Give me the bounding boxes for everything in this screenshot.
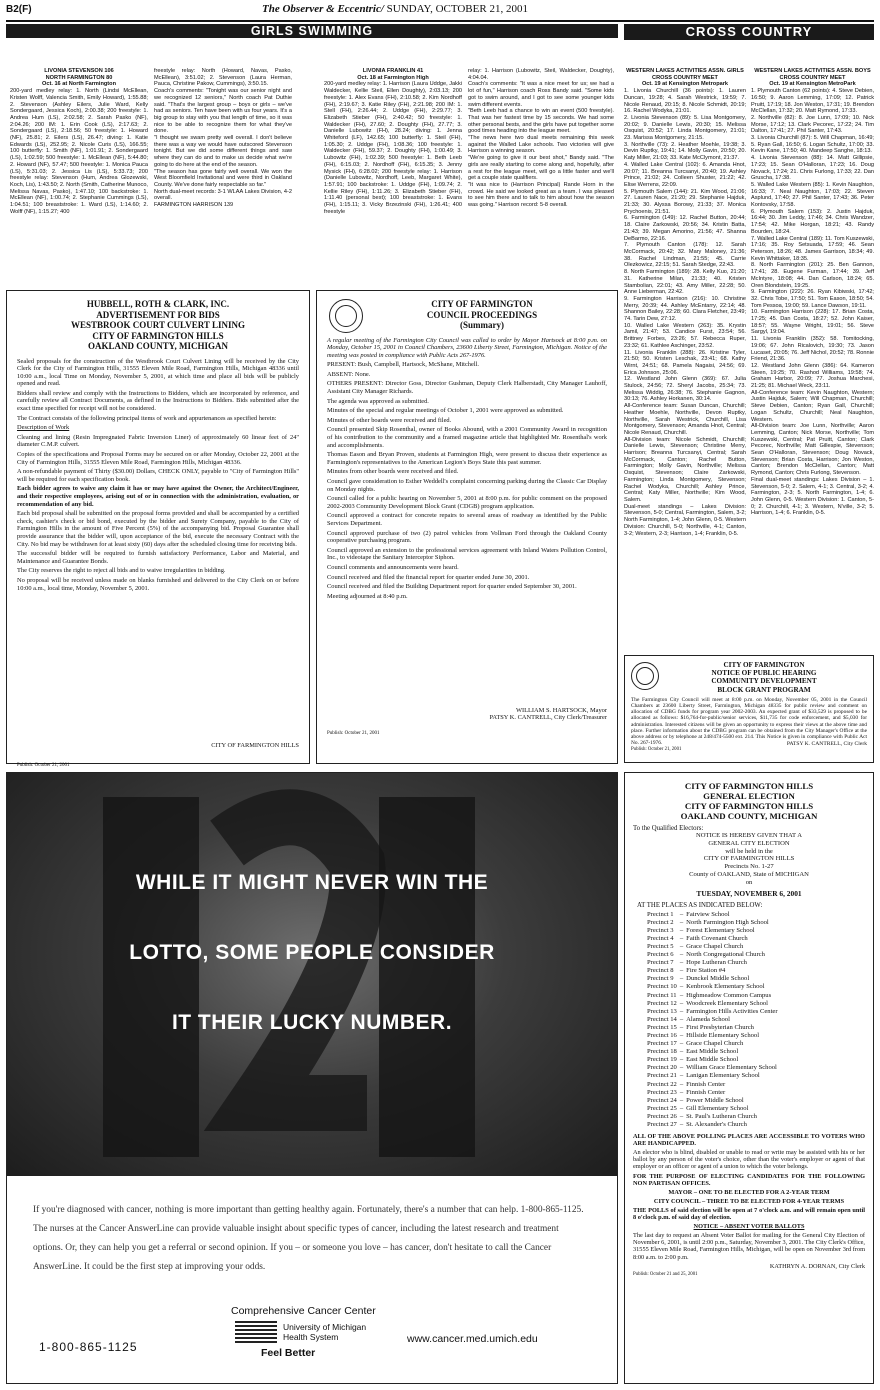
precinct-dash: – (679, 975, 684, 983)
hubbell-p9: The successful bidder will be required to furnish satisfactory Performance, Labor and Material, and Maintenance and Guarantee Bonds. (17, 550, 299, 565)
hubbell-p1: Sealed proposals for the construction of the Westbrook Court Culvert Lining will be received by the City Clerk for the City of Farmington Hills, 31555 Eleven Mile Road, Farmington Hills, Michigan 48336 until 10:00 a.m., local Time on Monday, November 5, 2001, at which time and place all bids will be publicly opened and read. (17, 357, 299, 388)
hubbell-p2: Bidders shall review and comply with the Instructions to Bidders, which are incorporated by reference, and carefully review all Contract Documents, as defined in the Instructions to Bidders. Bids submitted after the exact time specified for receipt will not be considered. (17, 389, 299, 413)
ad-um-line2: Health System (283, 1332, 339, 1342)
ad-headline-2: LOTTO, SOME PEOPLE CONSIDER (129, 941, 495, 964)
precinct-row (647, 1024, 781, 1032)
precinct-dash: – (679, 942, 684, 950)
precinct-location: North Farmington High School (686, 918, 769, 926)
precinct-row (647, 1081, 781, 1089)
precinct-number: Precinct 6 (647, 951, 674, 959)
hubbell-p5: Copies of the specifications and Proposal Forms may be secured on or after Monday, October 22, 2001 at the City of Farmington Hills, 31555 Eleven Mile Road, Farmington Hills, Michigan 48336. (17, 451, 299, 466)
cross-country-banner: CROSS COUNTRY (624, 24, 874, 40)
girls-meet-heading: WESTERN LAKES ACTIVITIES ASSN. GIRLS CROSS COUNTRY MEET (626, 68, 744, 81)
council-item: Council comments and announcements were heard. (327, 563, 459, 571)
ad-body-copy: If you're diagnosed with cancer, nothing is more important than getting healthy again. Fortunately, there's a number that can help. 1-800-865-1125. The nurses at the Cancer AnswerLine can provide valuable insight about specific types of cancer, including the latest research and treatment options. Or, they can help you get a referral or second opinion. If you – or someone you love – has cancer, don't hesitate to call the Cancer AnswerLine. It could be the first step at improving your odds. (33, 1205, 584, 1272)
precinct-dash: – (679, 959, 684, 967)
precinct-location: North Congregational Church (686, 951, 765, 959)
precinct-dash: – (679, 1015, 684, 1023)
council-body (327, 337, 607, 707)
precinct-location: Hope Lutheran Church (686, 959, 747, 967)
precinct-row (647, 959, 781, 967)
council-item: Council approved purchase of two (2) patrol vehicles from Vollman Ford through the Oakland County cooperative purchasing program. (327, 529, 607, 545)
precinct-table (647, 911, 781, 1130)
cross-country-section (624, 24, 874, 644)
hubbell-description-heading: Description of Work (17, 424, 70, 432)
precinct-location: Lanigan Elementary School (686, 1072, 760, 1080)
election-date: TUESDAY, NOVEMBER 6, 2001 (696, 888, 802, 898)
council-item: OTHERS PRESENT: Director Goss, Director Gushman, Deputy Clerk Halberstadt, City Manager Lauhoff, Assistant City Manager Richards. (327, 380, 607, 396)
precinct-dash: – (679, 983, 684, 991)
precinct-location: St. Paul's Lutheran Church (686, 1112, 757, 1120)
precinct-number: Precinct 26 (647, 1112, 677, 1120)
ad-phone: 1-800-865-1125 (39, 1340, 138, 1354)
public-hearing-notice (624, 655, 874, 763)
boys-meet-date: Oct. 19 at Kensington MetroPark (769, 81, 856, 88)
precinct-row (647, 1000, 781, 1008)
council-item: Meeting adjourned at 8:40 p.m. (327, 592, 408, 600)
precinct-dash: – (679, 1072, 684, 1080)
precinct-number: Precinct 8 (647, 967, 674, 975)
council-item: Minutes of other boards were received and filed. (327, 416, 452, 424)
election-absent-title: NOTICE – ABSENT VOTER BALLOTS (693, 1223, 805, 1231)
precinct-row (647, 1121, 781, 1129)
election-title: CITY OF FARMINGTON HILLS GENERAL ELECTION CITY OF FARMINGTON HILLS OAKLAND COUNTY, MICHIGAN (680, 781, 818, 821)
precinct-location: Finnish Center (686, 1080, 726, 1088)
precinct-dash: – (679, 1007, 684, 1015)
precinct-number: Precinct 15 (647, 1023, 677, 1031)
notice-signature: PATSY K. CANTRELL, City Clerk (786, 740, 867, 747)
precinct-location: First Presbyterian Church (686, 1023, 754, 1031)
hubbell-signature: CITY OF FARMINGTON HILLS (211, 741, 299, 749)
precinct-number: Precinct 18 (647, 1048, 677, 1056)
precinct-row (647, 1105, 781, 1113)
page-number: B2(F) (6, 4, 32, 15)
precinct-row (647, 1064, 781, 1072)
masthead-date: SUNDAY, OCTOBER 21, 2001 (386, 3, 528, 15)
hubbell-p4: Cleaning and lining (Resin Impregnated Fabric Inversion Liner) of approximately 60 linear feet of 24" diameter C.M.P. culvert. (17, 433, 299, 449)
ad-headline-1: WHILE IT MIGHT NEVER WIN THE (135, 871, 489, 894)
precinct-row (647, 1008, 781, 1016)
precinct-location: Fairview School (686, 910, 730, 918)
precinct-location: Grace Chapel Church (686, 1040, 744, 1048)
precinct-location: Woodcreek Elementary School (686, 999, 769, 1007)
precinct-row (647, 943, 781, 951)
hubbell-p8: Each bid proposal shall be submitted on the proposal forms provided and shall be accompanied by a certified check, cashier's check or bid bond, executed by the bidder and Surety Company, payable to the City of Farmington Hills in the amount of Five Percent (5%) of the accompanying bid. Proposal Guarantee shall provide assurance that the bidder will, upon acceptance of the bid, execute the necessary Contract with the City. No bid may be withdrawn for at least sixty (60) days after the scheduled closing time for receiving bids. (17, 510, 299, 548)
farmington-seal (329, 299, 363, 333)
seal-inner-ring (335, 305, 357, 327)
council-item: PRESENT: Bush, Campbell, Hartsock, McShane, Mitchell. (327, 361, 479, 369)
precinct-row (647, 1016, 781, 1024)
general-election-notice (624, 772, 874, 1384)
precinct-row (647, 1072, 781, 1080)
precinct-row (647, 1113, 781, 1121)
precinct-dash: – (679, 934, 684, 942)
precinct-number: Precinct 24 (647, 1096, 677, 1104)
precinct-number: Precinct 22 (647, 1080, 677, 1088)
precinct-dash: – (679, 1056, 684, 1064)
election-publish-date: Publish: October 21 and 25, 2001 (633, 1271, 698, 1277)
precinct-number: Precinct 19 (647, 1056, 677, 1064)
precinct-location: Fire Station #4 (686, 967, 726, 975)
girls-meet-body: 1. Livonia Churchill (36 points): 1. Lauren Duncan, 19:28; 4. Sarah Westrick, 19:59; 7. Nicole Renaud, 20:15; 8. Nicole Schmidt, 20:19; 16. Rachel Wodyka, 21:01. 2. Livonia Stevenson (89): 5. Lisa Montgomery, 20:02; 9. Danielle Lewis, 20:30; 15. Melissa Osquist, 20:52; 17. Linda Montgomery, 21:01; 23. Marissa Montgomery, 21:15. 3. Northville (73): 2. Heather Moehle, 19:38; 3. Devin Ruptky, 19:41; 14. Molly Gavin, 20:50; 20. Katy Miller, 21:03; 33. Kate McClymont, 21:37. 4. Walled Lake Central (102): 6. Amanda Hnot, 20:07; 11. Breanna Turcsanyi, 20:40; 19. Ashley Prince, 21:02; 24. Colleen Shuster, 21:22; 42. Elise Werrens, 22:09. 5. Plymouth Salem (144): 21. Kim Wood, 21:06; 27. Lauren Nace, 21:20; 29. Stephanie Hajduk, 21:33; 30. Alyssa Borowy, 21:33; 37. Monica Prychoenis, 21:51. 6. Farmington (149): 12. Rachel Button, 20:44; 18. Claire Zarkowski, 20:56; 34. Kristin Batta, 21:43; 39. Megan Amorino, 21:56; 47. Shanna DeBarmo, 22:16. 7. Plymouth Canton (178): 12. Sarah McCormack, 20:42; 32. Mary Maloney, 21:36; 38. Rachel Lindman, 21:55; 45. Carrie Olezkowicz, 22:15; 51. Sarah Stedge, 22:43. 8. North Farmington (189): 28. Kelly Kuo, 21:20; 31. Katherine Milan, 21:33; 40. Kristen Stambolian, 22:01; 43. Amy Miller, 22:28; 50. Anne Lieberman, 22:42. 9. Farmington Harrison (216): 10. Christine Merry, 20:39; 44. Ashley McEntarry, 22:14; 48. Shannon Bailey, 22:28; 60. Clara Fletcher, 23:49; 74. Tarin Dew, 27:12. 10. Walled Lake Western (263): 35. Krystin Jamil, 21:47; 53. Candice Furst, 23:54; 56. Brittney Forbes, 23:26; 57. Rebecca Ruper, 23:32; 61. Kathlee Aschinger, 23:52. 11. Livonia Franklin (288): 26. Kristine Tyler, 21:50; 50. Kristen Leschak, 23:41; 68. Kathy Wirnt, 24:51; 68. Pamela Nagaisi, 24:56; 69. Erica Johnson, 25:06. 12. Westland John Glenn (369): 67. Julia Stulock, 24:56; 72. Sheryl Jacobs, 25:34; 73. Melissa Widdig, 26:38; 76. Stephanie Gagnon, 30:13; 76. Ashley Horkanen, 30:14. All-Conference team: Susan Duncan, Churchill; Heather Moehle, Northville, Devon Ruptky, Northville, Sarah Westrick, Churchill, Lisa Montgomery, Stevenson; Amanda Hnot, Central; Nicole Renaud, Churchill. All-Division team: Nicole Schmidt, Churchill; Danielle Lewis, Stevenson; Christine Merry, Harrison; Breanna Turcsanyi, Central; Sarah McCormack, Canton; Rachel Button, Farmington; Molly Gavin, Northville; Melissa Osquist, Stevenson; Claire Zarkowski, Farmington; Linda Montgomery, Stevenson; Rachel Wodyka, Churchill; Ashley Prince, Central; Katy Miller, Northville; Kim Wood, Salem. Dual-meet standings – Lakes Division: Stevenson, 5-0; Central, Farmington, Salem, 3-2; North Farmington, 1-4; John Glenn, 0-5. Western Division: Churchill, 5-0; Northville, 4-1; Canton, 3-2; Western, 2-3; Harrison, 1-4; Franklin, 0-5. (624, 88, 746, 537)
notice-publish-date: Publish: October 21, 2001 (631, 746, 682, 752)
precinct-number: Precinct 20 (647, 1064, 677, 1072)
precinct-location: Dunckel Middle School (686, 975, 750, 983)
hubbell-p6: A non-refundable payment of Thirty ($30.00) Dollars, CHECK ONLY, payable to "City of Farmington Hills" will be required for each specification book. (17, 468, 299, 483)
election-absent: The last day to request an Absent Voter Ballot for mailing for the General City Election of November 6, 2001, is until 2:00 p.m., Saturday, November 3, 2001. The City Clerk's Office, 31555 Eleven Mile Road, Farmington Hills, Michigan, will be open on November 3rd from 8:00 a.m. to 2:00 p.m. (633, 1232, 865, 1261)
um-logo-icon (235, 1321, 277, 1343)
swim-meet-1-results: 200-yard medley relay: 1. North (Lindsi McEllean, Kristen Wolff, Valencia Smith, Emily Howard), 1:55.88; 2. Stevenson (Ashley Eilers, Julie Ward, Kelly Sondergaard, Jessica Koch), 2:00.38; 200 freestyle: 1. Andrea Hum (LS), 2:02.58; 2. Sarah Pasko (NF), 2:04.26; 200 IM: 1. Erin Cook (LS), 2:17.63; 2. Sondergaard (LS), 2:18.56; 50 freestyle: 1. Howard (NF), 25.81; 2. Eilers (LS), 26.47; diving: 1. Katie Edwards (LS), 252.95; 2. Nicole Curis (LS), 166.55; 100 butterfly: 1. Smith (NF), 1:01.91; 2. Sondergaard (LS), 1:02.59; 500 freestyle: 1. McEllean (NF), 5:44.80; 2. Howard (NF), 57.47; 500 freestyle: 1. Monica Pauca (LS), 5:31.03; 2. Jessica Lis (LS), 5:33.73; 200 freestyle relay: Stevenson (Hum, Andrea Glozewski, Koch, Lis), 1:43.50; 2. North (Smith, Catherine Munoco, Melissa Navas, Pasko), 1:47.10; 100 backstroke: 1. McEllean (NF), 1:00.74; 2. Stephanie Cummings (LS), 1:04.51; 100 breaststroke: 1. Ward (LS), 1:14.60; 2. Wolff (NF), 1:15.27; 400 (10, 88, 148, 215)
election-elector: An elector who is blind, disabled or unable to read or write may be assisted with his or her ballot by any person of the voter's choice, other than the voter's employer or agent of that employer or an officer or agent of a union to which the voter belongs. (633, 1149, 865, 1171)
precinct-location: East Middle School (686, 1048, 739, 1056)
ad-comprehensive-center: Comprehensive Cancer Center (231, 1305, 376, 1317)
precinct-row (647, 1040, 781, 1048)
precinct-row (647, 935, 781, 943)
council-sign-clerk: PATSY K. CANTRELL, City Clerk/Treasurer (489, 713, 607, 721)
precinct-row (647, 992, 781, 1000)
precinct-location: Alameda School (686, 1015, 730, 1023)
swim-col-3 (324, 68, 462, 276)
precinct-location: East Middle School (686, 1056, 739, 1064)
council-item: Council approved an extension to the professional services agreement with Inland Waters Pollution Control, Inc., to videotape the Sanitary Interceptor Siphon. (327, 546, 607, 562)
hubbell-p3: The Contract consists of the following principal items of work and appurtenances as specified herein: (17, 414, 277, 422)
girls-meet-date: Oct. 19 at Kensington Metropark (641, 81, 729, 88)
precinct-number: Precinct 2 (647, 918, 674, 926)
cancer-center-ad (6, 772, 618, 1384)
precinct-number: Precinct 4 (647, 934, 674, 942)
council-item: A regular meeting of the Farmington City Council was called to order by Mayor Hartsock at 8:00 p.m. on Monday, October 15, 2001 in Council Chambers, 23600 Liberty Street, Farmington, Michigan. Notice of the meeting was posted in compliance with Public Acts 267-1976. (327, 336, 607, 359)
notice-title: CITY OF FARMINGTON NOTICE OF PUBLIC HEARING COMMUNITY DEVELOPMENT BLOCK GRANT PROGRAM (711, 661, 817, 694)
swim-col-1 (10, 68, 148, 276)
election-council: CITY COUNCIL – THREE TO BE ELECTED FOR 4-YEAR TERMS (653, 1197, 845, 1205)
ad-big-numerals (7, 773, 617, 1176)
precinct-location: Highmeadow Common Campus (686, 991, 772, 999)
precinct-dash: – (679, 991, 684, 999)
girls-cross-country-results (624, 68, 746, 638)
council-publish-date: Publish: October 21, 2001 (327, 730, 380, 736)
precinct-number: Precinct 13 (647, 1007, 677, 1015)
swim-meet-2-heading: LIVONIA FRANKLIN 41 (362, 68, 424, 74)
numeral-bar-1 (103, 797, 199, 1157)
hubbell-bid-notice (6, 290, 310, 768)
hubbell-body (17, 358, 299, 738)
precinct-number: Precinct 14 (647, 1015, 677, 1023)
precinct-row (647, 975, 781, 983)
hubbell-title: HUBBELL, ROTH & CLARK, INC. ADVERTISEMENT FOR BIDS WESTBROOK COURT CULVERT LINING CITY OF FARMINGTON HILLS OAKLAND COUNTY, MICHIGAN (71, 299, 245, 351)
swim-col-4: relay: 1. Harrison (Lubowitz, Steil, Waldecker, Doughty), 4:04.04. Coach's comments: "It was a nice meet for us; we had a lot of fun," Harrison coach Ross Bandy said. "Some kids got to swim around, and I got to see some younger kids swim different events. "Beth Leeb had a chance to win an event (500 freestyle). That was her fastest time by 15 seconds. We had some other personal bests, and the girls have put together some good times heading into the league meet. "The news here two dual meets remaining this week against the Walled Lake schools. Two victories will give Harrison a winning season. "We're going to give it our best shot," Bandy said. "The girls are really starting to come along and, hopefully, after a rest for the league meet, will go a little faster and we'll get a couple state qualifiers. "It was nice to (Harrison Principal) Rande Horn in the crowd. He said we looked great as a team. I was pleased to see him there and to talk to him about how the season was going." Harrison record: 5-8 overall. (468, 68, 614, 209)
council-proceedings (316, 290, 618, 764)
swim-meet-1-date: Oct. 16 at North Farmington (42, 81, 116, 88)
council-item: Council called for a public hearing on November 5, 2001 at 8:00 p.m. for public comment on the proposed 2002-2003 Community Development Block Grant (CDGB) program application. (327, 495, 607, 510)
precinct-location: Grace Chapel Church (686, 942, 744, 950)
precinct-number: Precinct 1 (647, 910, 674, 918)
precinct-dash: – (679, 999, 684, 1007)
precinct-number: Precinct 3 (647, 926, 674, 934)
ad-photo (7, 773, 617, 1176)
precinct-row (647, 1048, 781, 1056)
council-item: Council presented Skip Rosenthal, owner of Books Abound, with a 2001 Community Award in recognition of his contribution to the community and a framed magazine article that highlighted Mr. Rosenthal's work and accomplishments. (327, 426, 607, 449)
numeral-bar-2 (379, 797, 475, 1157)
precinct-number: Precinct 10 (647, 983, 677, 991)
ad-headline-3: IT THEIR LUCKY NUMBER. (171, 1011, 453, 1034)
council-item: Council received and filed the financial report for quarter ended June 30, 2001. (327, 573, 530, 581)
precinct-number: Precinct 27 (647, 1121, 677, 1129)
header-rule (6, 20, 874, 22)
precinct-number: Precinct 16 (647, 1031, 677, 1039)
election-accessible: ALL OF THE ABOVE POLLING PLACES ARE ACCESSIBLE TO VOTERS WHO ARE HANDICAPPED. (633, 1133, 865, 1148)
precinct-row (647, 1089, 781, 1097)
precinct-location: Gill Elementary School (686, 1104, 749, 1112)
precinct-row (647, 911, 781, 919)
precinct-number: Precinct 23 (647, 1088, 677, 1096)
hubbell-p11: No proposal will be received unless made on blanks furnished and delivered to the City Clerk on or before 10:00 a.m., local time, Monday, November 5, 2001. (17, 576, 299, 592)
notice-body: The Farmington City Council will meet at 8:00 p.m. on Monday, November 05, 2001 in the Council Chambers at 23600 Liberty Street, Farmington, Michigan 48335 for public review and comment on allocation of CDBG funds for program year 2002-2003. An expected grant of $33,529 is proposed to be allocated as follows: $16,764-for-public/senior services, $11,735 for code enforcement, and $5,030 for administration. Interested citizens will be given an opportunity to express their views at the above time and place. Further information about the CDBG program can be obtained from the City Manager's Office at the above address or by telephone at 248/474-5500 ext. 214. This Notice is given in compliance with Public Act No. 267-1976. (631, 696, 867, 747)
election-to: To the Qualified Electors: (633, 825, 704, 832)
precinct-number: Precinct 11 (647, 991, 677, 999)
ad-feel-better: Feel Better (261, 1347, 316, 1359)
precinct-dash: – (679, 1080, 684, 1088)
council-item: Minutes from other boards were received and filed. (327, 468, 459, 476)
precinct-row (647, 983, 781, 991)
swim-meet-1-heading: LIVONIA STEVENSON 106 NORTH FARMINGTON 80 (44, 68, 114, 81)
precinct-dash: – (679, 926, 684, 934)
precinct-row (647, 967, 781, 975)
precinct-row (647, 927, 781, 935)
precinct-location: Hillside Elementary School (686, 1031, 760, 1039)
precinct-row (647, 1056, 781, 1064)
precinct-number: Precinct 7 (647, 959, 674, 967)
precinct-number: Precinct 9 (647, 975, 674, 983)
election-signature: KATHRYN A. DORNAN, City Clerk (769, 1262, 865, 1270)
council-title: CITY OF FARMINGTON COUNCIL PROCEEDINGS (Summary) (426, 299, 538, 330)
precinct-location: Forest Elementary School (686, 926, 755, 934)
precinct-row (647, 1032, 781, 1040)
precinct-number: Precinct 25 (647, 1104, 677, 1112)
boys-meet-body: 1. Plymouth Canton (62 points): 4. Steve Debien, 16:50; 9. Aaron Lemming, 17:09; 12. Patrick Pruitt, 17:19; 18. Jon Weston, 17:31; 19. Brendon McClellan, 17:32; 20. Matt Rymond, 17:33. 2. Northville (82): 8. Joe Lunn, 17:09; 10. Nick Morse, 17:12; 13. Clark Pecorec, 17:22; 24. Tim Dalton, 17:41; 27. Phil Santer, 17:43. 3. Livonia Churchill (87): 5. Will Chapman, 16:49; 5. Ryan Gall, 16:50; 6. Logan Schultz, 17:00; 33. Kevin Kane, 17:50; 40. Mandeep Sanghe, 18:13. 4. Livonia Stevenson (88): 14. Matt Gillipsie, 17:23; 15. Sean O'Halloran, 17:23; 16. Doug Novack, 17:24; 21. Chris Furlong, 17:33; 22. Dan Gruscha, 17:38. 5. Walled Lake Western (85): 1. Kevin Naughton, 16:33; 7. Neal Naughton, 17:03; 22. Steven Asplund, 17:40; 27. Phil Santer, 17:43; 36. Peter Kontovsky, 17:58. 6. Plymouth Salem (153): 2. Justin Hajduk, 16:44; 30. Jim Leddy, 17:46; 34. Chris Wandzer, 17:54; 42. Mike Horgan, 18:21; 43. Randy Bourden, 18:24. 7. Walled Lake Central (189): 11. Tom Kuszewski, 17:16; 35. Roy Setsuada, 17:59; 46. Sean Peterson, 18:26; 48. James Garrison, 18:34; 49. Kevin Whittaker, 18:35. 8. North Farmington (201): 25. Ben Gannon, 17:41; 28. Eugene Furman, 17:44; 39. Jeff McIntyre, 18:08; 44. Dan Carlson, 18:24; 65. Oren Blondstein, 19:25. 9. Farmington (222): 26. Ryan Kibiwski, 17:42; 32. Chris Tobe, 17:50; 51. Tom Eason, 18:50; 54. Tom Pessoa, 19:00; 59. Lance Dawson, 19:11. 10. Farmington Harrison (228): 17. Brian Costa, 17:25; 45. Dan Costa, 18:27; 52. John Kaiser, 18:57; 55. Wayne Wright, 19:01; 56. Steve Sargyl, 19:04. 11. Livonia Franklin (352): 58. Tomitocking, 19:06; 67. John Ricalovich, 19:30; 73. Jason Lucaset, 20:05; 76. Jeff Nichol, 20:52; 78. Ronnie Friend, 21:36. 12. Westland John Glenn (386): 64. Kameron Steen, 19:25; 70. Rashod Williams, 19:58; 74. Graham Harbor, 20:09; 77. Joshua Marchesi, 21:25; 81. Michael Weck, 23:11. All-Conference team: Kevin Naughton, Western; Justin Hajduk, Salem; Will Chapman, Churchill; Steve Debien, Canton; Ryan Gall, Churchill; Logan Schultz, Churchill; Neal Naughton, Western. All-Division team: Joe Lunn, Northville; Aaron Lemming, Canton; Nick Morse, Northville; Tom Kuszewski, Central; Pat Pruitt, Canton; Clark Pecorec, Northville; Matt Gillespie, Stevenson; Sean O'Halloran, Stevenson; Doug Novack, Stevenson; Brian Costa, Harrison; Jon Weston, Canton; Brendon McClellan, Canton; Matt Rymond, Canton; Chris Furlong, Stevenson. Final dual-meet standings: Lakes Division – 1. Stevenson, 5-0; 2. Salem, 4-1; 3. Central, 3-2; 4. Farmington, 2-3; 5. North Farmington, 1-4; 6. John Glenn, 0-5. Western Division: 1. Canton, 5-0; 2. Churchill, 4-1; 3. Western, N'ville, 3-2; 5. Harrison, 1-4; 6. Franklin, 0-5. (751, 88, 875, 517)
precinct-dash: – (679, 1088, 684, 1096)
swim-meet-2-results: 200-yard medley relay: 1. Harrison (Laura Uddge, Jakki Waldecker, Kellie Steil, Ellen Doughty), 2:03.13; 200 freestyle: 1. Alex Evans (FH), 2:10.58; 2. Kim Nordhoff (FH), 2:19.67; 3. Katie Riley (FH), 2:21.98; 200 IM: 1. Stell (FH), 2:26.44; 2. Uddge (FH), 2:29.77; 3. Elizabeth Stieber (FH), 2:40.42; 50 freestyle: 1. Waldecker (FH), 27.60; 2. Doughty (FH), 27.77; 3. Danielle Lubowitz (FH), 28.24; diving: 1. Jenna Whiteford (LF), 142.65; 100 butterfly: 1. Steil (FH), 1:05.30; 2. Uddge (FH), 1:08.36; 100 freestyle: 1. Waldecker (FH), 59.37; 2. Doughty (FH), 1:00.49; 3. Lubowitz (FH), 1:02.39; 500 freestyle: 1. Beth Leeb (FH), 6:15.03; 2. Nordhoff (FH), 6:15.35; 3. Jenny Mysick (FH), 6:28.02; 200 freestyle relay: 1. Harrison (Danielle Lubowitz, Nordhoff, Leeb, Margaret White), 1:57.91; 100 backstroke: 1. Uddge (FH), 1:09.74; 2. Kellie Riley (FH), 1:11.26; 3. Elizabeth Stieber (FH), 1:11.40 (personal best); 100 breaststroke: 1. Evans (FH), 1:15.11; 3. Vicky Brzezinski (FH), 1:26.41; 400 freestyle (324, 81, 462, 215)
council-item: ABSENT: None. (327, 370, 371, 378)
boys-meet-heading: WESTERN LAKES ACTIVITIES ASSN. BOYS CROSS COUNTRY MEET (754, 68, 871, 81)
council-item: Council gave consideration to Esther Weddell's complaint concerning parking during the Classic Car Display on Monday nights. (327, 478, 607, 493)
boys-cross-country-results (751, 68, 874, 638)
precinct-location: St. Alexander's Church (686, 1121, 747, 1129)
precinct-dash: – (679, 918, 684, 926)
election-lower-text (633, 1133, 865, 1261)
girls-swimming-banner: GIRLS SWIMMING (6, 24, 618, 38)
precinct-dash: – (679, 1112, 684, 1120)
precinct-location: Faith Covenant Church (686, 934, 748, 942)
precinct-dash: – (679, 1104, 684, 1112)
swim-meet-2-date: Oct. 18 at Farmington High (357, 74, 429, 81)
council-item: Minutes of the special and regular meetings of October 1, 2001 were approved as submitted. (327, 407, 564, 415)
notice-seal (631, 662, 659, 690)
precinct-dash: – (679, 1040, 684, 1048)
precinct-dash: – (679, 1064, 684, 1072)
notice-seal-inner (636, 667, 654, 685)
precinct-row (647, 951, 781, 959)
council-item: Council received and filed the Building Department report for quarter ended September 30, 2001. (327, 583, 577, 591)
ad-um-line1: University of Michigan (283, 1322, 367, 1332)
precinct-number: Precinct 12 (647, 999, 677, 1007)
precinct-number: Precinct 5 (647, 942, 674, 950)
precinct-dash: – (679, 1096, 684, 1104)
swim-col-2: freestyle relay: North (Howard, Navas, Pasko, McEllean), 3:51.02; 2. Stevenson (Laura Herman, Pauca, Christine Pakow, Cummings), 3:50.15. Coach's comments: "Tonight was our senior night and we recognized 12 seniors," North coach Pat Duthie said. "That's the largest group – boys or girls – we've had as seniors. Ten have been with us four years. It's a big group to stay with you that length of time, so it was nice to be able to recognize them for what they've done. "I thought we swam pretty well overall. I don't believe there was a way we would have outscored Stevenson tonight. But we did some different things and saw where they can do and to make us decide what we're going to do here at the end of the season. "The season has gone fairly well overall. We won the West Bloomfield Invitational and were third in Oakland County. We've done fairly respectable so far." North dual-meet records: 3-1 WLAA Lakes Division, 4-2 overall. FARMINGTON HARRISON 139 (154, 68, 292, 209)
precinct-dash: – (679, 1023, 684, 1031)
girls-swimming-section (6, 24, 618, 280)
precinct-dash: – (679, 1048, 684, 1056)
precinct-dash: – (679, 967, 684, 975)
precinct-location: William Grace Elementary School (686, 1064, 777, 1072)
election-places-heading: AT THE PLACES AS INDICATED BELOW: (637, 901, 763, 909)
hubbell-p7: Each bidder agrees to waive any claim it has or may have against the Owner, the Architect/Engineer, and their respective employees, arising out of or in connection with the administration, evaluation, or recommendation of any bid. (17, 485, 299, 508)
precinct-location: Finnish Center (686, 1088, 726, 1096)
precinct-location: Power Middle School (686, 1096, 744, 1104)
hubbell-p10: The City reserves the right to reject all bids and to waive irregularities in bidding. (17, 567, 226, 575)
council-sign-mayor: WILLIAM S. HARTSOCK, Mayor (515, 706, 607, 714)
council-item: The agenda was approved as submitted. (327, 397, 429, 405)
masthead (262, 3, 528, 15)
precinct-location: Farmington Hills Activities Center (686, 1007, 778, 1015)
hubbell-publish-date: Publish: October 21, 2001 (17, 762, 70, 768)
masthead-title: The Observer & Eccentric/ (262, 3, 384, 15)
precinct-row (647, 1097, 781, 1105)
precinct-dash: – (679, 951, 684, 959)
ad-url: www.cancer.med.umich.edu (407, 1333, 538, 1345)
council-item: Thomas Eason and Bryan Proven, students at Farmington High, were present to discuss their experience as Farmington's representatives to the American Legion's Boys State this past summer. (327, 451, 607, 466)
election-mayor: MAYOR – ONE TO BE ELECTED FOR A 2-YEAR TERM (668, 1188, 830, 1196)
precinct-dash: – (679, 1031, 684, 1039)
precinct-dash: – (679, 1121, 684, 1129)
election-polls: THE POLLS of said election will be open at 7 o'clock a.m. and will remain open until 8 o'clock p.m. of said day of election. (633, 1206, 865, 1222)
election-purpose: FOR THE PURPOSE OF ELECTING CANDIDATES FOR THE FOLLOWING NON PARTISAN OFFICES. (633, 1172, 865, 1187)
precinct-row (647, 919, 781, 927)
precinct-number: Precinct 21 (647, 1072, 677, 1080)
precinct-location: Kenbrook Elementary School (686, 983, 765, 991)
council-item: Council approved a contract for concrete repairs to several areas of roadway as identified by the Public Services Department. (327, 512, 607, 527)
election-notice-text: NOTICE IS HEREBY GIVEN THAT A GENERAL CITY ELECTION will be held in the CITY OF FARMINGTON HILLS Precincts No. 1-27 County of OAKLAND, State of MICHIGAN on (689, 832, 809, 886)
precinct-number: Precinct 17 (647, 1040, 677, 1048)
precinct-dash: – (679, 910, 684, 918)
